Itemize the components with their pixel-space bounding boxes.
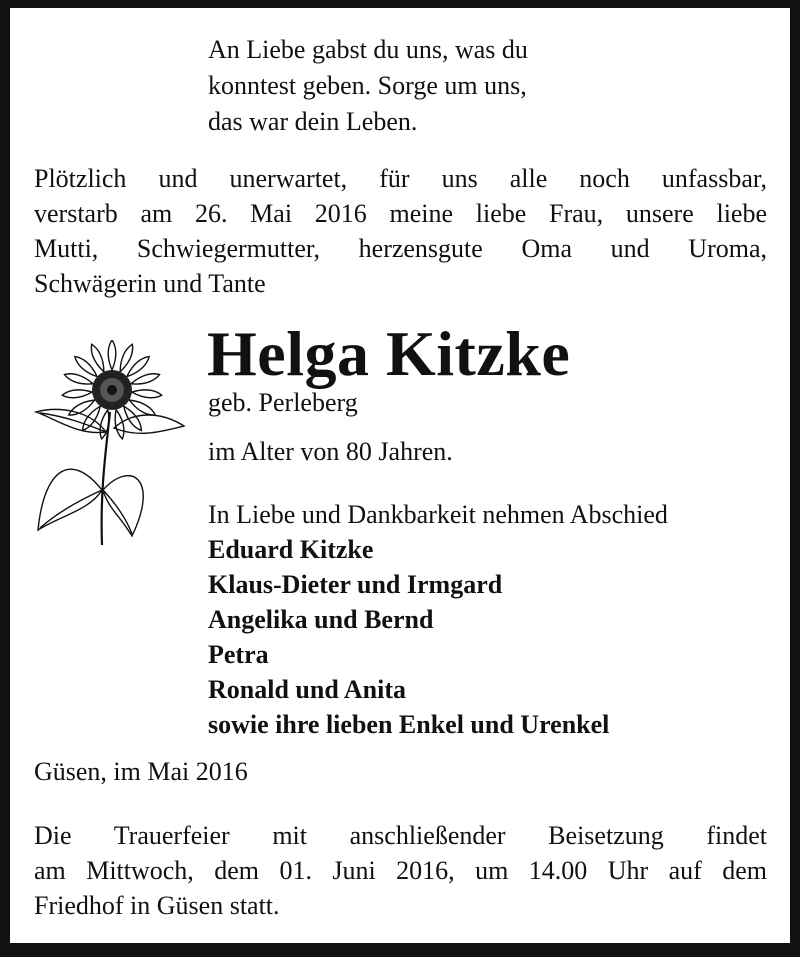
poem-line-1: An Liebe gabst du uns, was du: [208, 35, 528, 64]
mourners-block: [208, 497, 668, 742]
mourner-6: sowie ihre lieben Enkel und Urenkel: [208, 710, 610, 739]
mourner-1: Eduard Kitzke: [208, 535, 374, 564]
intro-line-1: Plötzlich und unerwartet, für uns alle noch unfassbar,: [34, 164, 767, 193]
funeral-line-2: am Mittwoch, dem 01. Juni 2016, um 14.00 Uhr auf dem: [34, 856, 767, 885]
poem-line-2: konntest geben. Sorge um uns,: [208, 71, 527, 100]
intro-line-3: Mutti, Schwiegermutter, herzensgute Oma und Uroma,: [34, 234, 767, 263]
birth-name: geb. Perleberg: [208, 388, 358, 417]
farewell-line: In Liebe und Dankbarkeit nehmen Abschied: [208, 500, 668, 529]
funeral-paragraph: [34, 818, 767, 923]
mourner-3: Angelika und Bernd: [208, 605, 434, 634]
mourner-4: Petra: [208, 640, 269, 669]
sunflower-illustration: [30, 340, 195, 555]
intro-paragraph: [34, 161, 767, 301]
deceased-name: Helga Kitzke: [207, 318, 571, 389]
place-date: Güsen, im Mai 2016: [34, 757, 248, 786]
age-line: im Alter von 80 Jahren.: [208, 437, 453, 466]
funeral-line-3: Friedhof in Güsen statt.: [34, 891, 280, 920]
poem: [208, 32, 528, 140]
intro-line-4: Schwägerin und Tante: [34, 269, 266, 298]
poem-line-3: das war dein Leben.: [208, 107, 418, 136]
mourner-2: Klaus-Dieter und Irmgard: [208, 570, 503, 599]
funeral-line-1: Die Trauerfeier mit anschließender Beisetzung findet: [34, 821, 767, 850]
mourner-5: Ronald und Anita: [208, 675, 406, 704]
intro-line-2: verstarb am 26. Mai 2016 meine liebe Frau, unsere liebe: [34, 199, 767, 228]
